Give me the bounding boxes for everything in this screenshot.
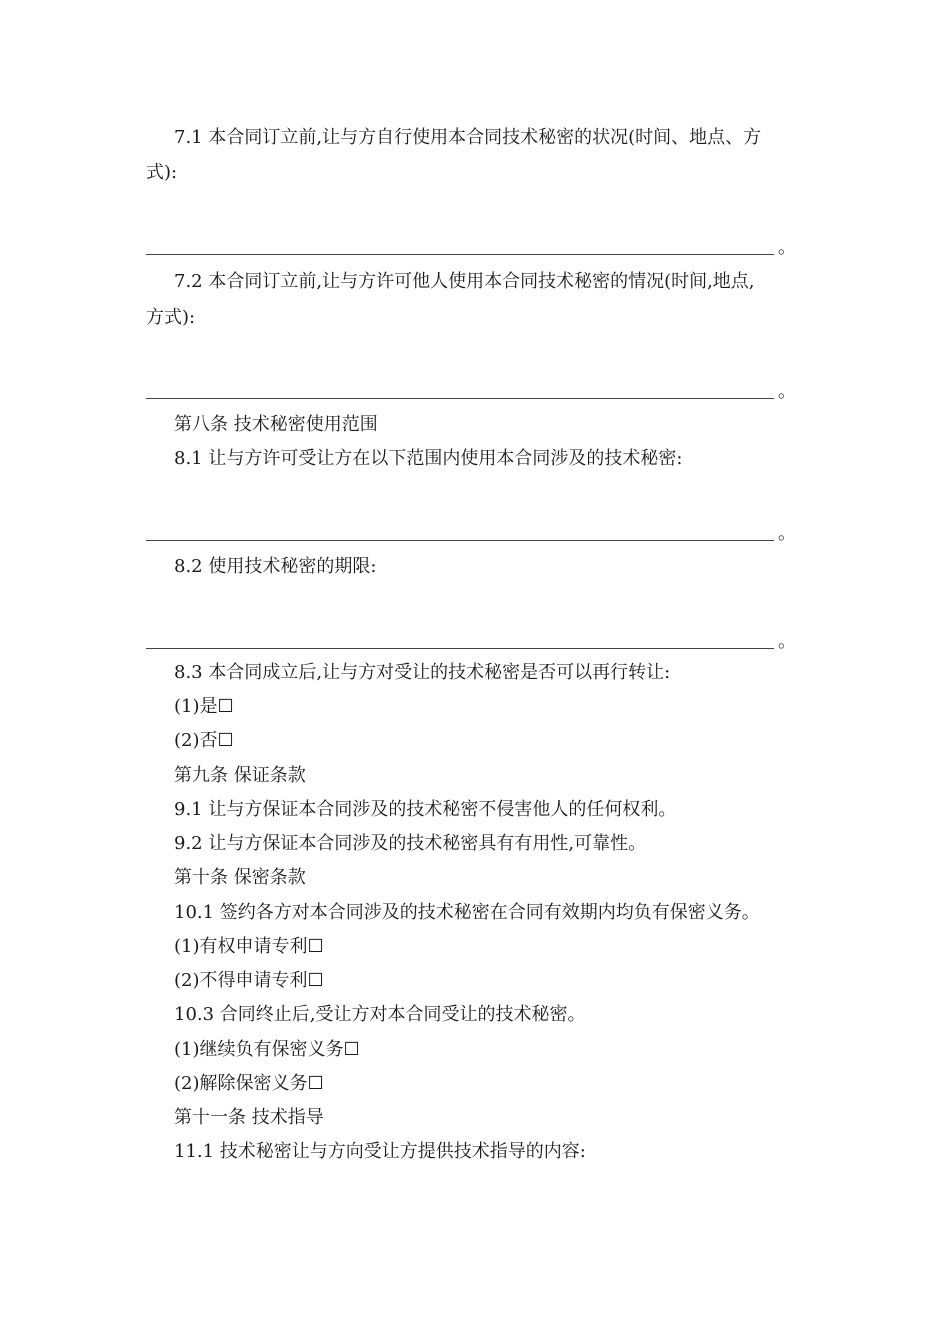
blank-period: 。 [778, 381, 796, 402]
blank-fill-line-2[interactable] [146, 380, 796, 404]
clause-7-2-line-1: 7.2 本合同订立前,让与方许可他人使用本合同技术秘密的情况(时间,地点, [174, 271, 755, 292]
option-release-confidential-checkbox[interactable]: (2)解除保密义务☐ [174, 1073, 324, 1094]
clause-7-1-line-2: 式): [146, 162, 178, 183]
article-9-heading: 第九条 保证条款 [174, 765, 306, 786]
blank-period: 。 [778, 237, 796, 258]
clause-7-2-line-2: 方式): [146, 307, 196, 328]
clause-10-1: 10.1 签约各方对本合同涉及的技术秘密在合同有效期内均负有保密义务。 [174, 902, 760, 923]
clause-10-3: 10.3 合同终止后,受让方对本合同受让的技术秘密。 [174, 1004, 586, 1025]
blank-rule [146, 540, 774, 541]
blank-fill-line-3[interactable] [146, 522, 796, 546]
article-10-heading: 第十条 保密条款 [174, 867, 306, 888]
clause-8-1: 8.1 让与方许可受让方在以下范围内使用本合同涉及的技术秘密: [174, 448, 683, 469]
blank-fill-line-4[interactable] [146, 630, 796, 654]
article-8-heading: 第八条 技术秘密使用范围 [174, 414, 378, 435]
clause-11-1: 11.1 技术秘密让与方向受让方提供技术指导的内容: [174, 1141, 586, 1162]
clause-9-1: 9.1 让与方保证本合同涉及的技术秘密不侵害他人的任何权利。 [174, 799, 677, 820]
blank-rule [146, 254, 774, 255]
option-yes-checkbox[interactable]: (1)是☐ [174, 696, 234, 717]
clause-8-2: 8.2 使用技术秘密的期限: [174, 556, 377, 577]
clause-8-3: 8.3 本合同成立后,让与方对受让的技术秘密是否可以再行转让: [174, 662, 671, 683]
article-11-heading: 第十一条 技术指导 [174, 1107, 324, 1128]
blank-period: 。 [778, 523, 796, 544]
blank-fill-line-1[interactable] [146, 236, 796, 260]
option-patent-allowed-checkbox[interactable]: (1)有权申请专利☐ [174, 936, 324, 957]
clause-9-2: 9.2 让与方保证本合同涉及的技术秘密具有有用性,可靠性。 [174, 833, 647, 854]
option-no-checkbox[interactable]: (2)否☐ [174, 730, 234, 751]
clause-7-1-line-1: 7.1 本合同订立前,让与方自行使用本合同技术秘密的状况(时间、地点、方 [174, 127, 762, 148]
blank-rule [146, 648, 774, 649]
option-keep-confidential-checkbox[interactable]: (1)继续负有保密义务☐ [174, 1039, 360, 1060]
blank-rule [146, 398, 774, 399]
blank-period: 。 [778, 631, 796, 652]
option-patent-denied-checkbox[interactable]: (2)不得申请专利☐ [174, 970, 324, 991]
